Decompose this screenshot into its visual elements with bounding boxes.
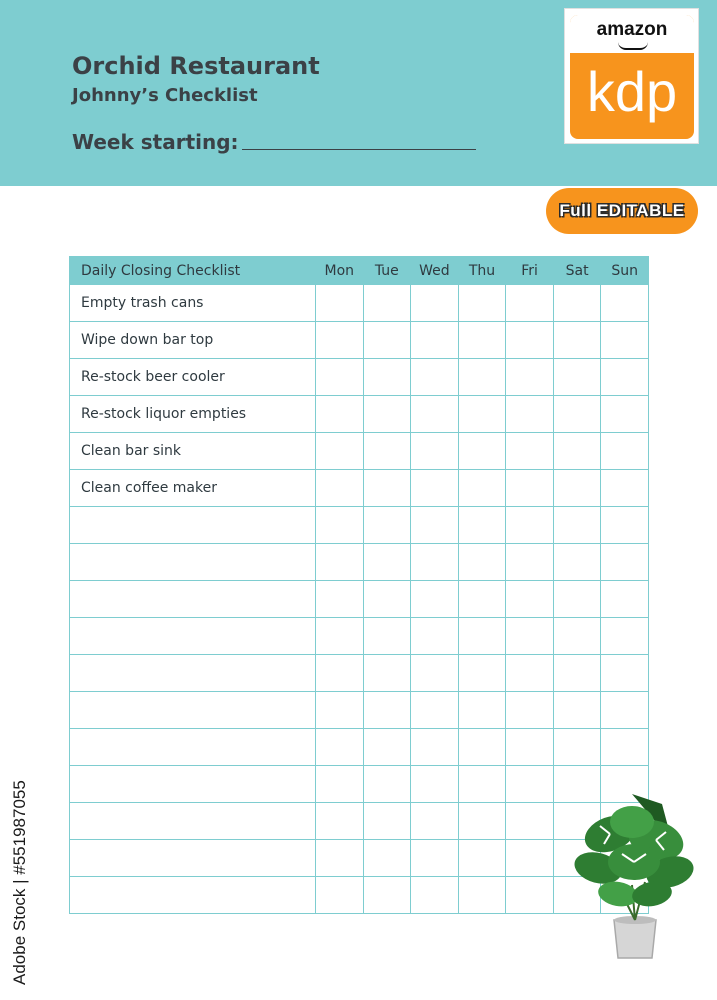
day-check-cell[interactable] [458, 840, 506, 877]
day-check-cell[interactable] [458, 618, 506, 655]
week-starting-field[interactable] [242, 149, 476, 150]
day-check-cell[interactable] [553, 322, 601, 359]
table-row [70, 433, 649, 470]
restaurant-title: Orchid Restaurant [72, 52, 320, 80]
task-cell[interactable] [70, 618, 316, 655]
task-cell[interactable] [70, 766, 316, 803]
day-check-cell[interactable] [316, 803, 364, 840]
kdp-logo-badge [570, 15, 694, 139]
day-check-cell[interactable] [363, 655, 411, 692]
day-check-cell[interactable] [363, 507, 411, 544]
day-check-cell[interactable] [316, 618, 364, 655]
day-check-cell[interactable] [506, 729, 554, 766]
day-check-cell[interactable] [601, 322, 649, 359]
day-header: Tue [363, 257, 411, 285]
day-check-cell[interactable] [363, 877, 411, 914]
checklist-subtitle: Johnny’s Checklist [72, 85, 258, 106]
day-check-cell[interactable] [553, 655, 601, 692]
day-check-cell[interactable] [316, 692, 364, 729]
day-check-cell[interactable] [363, 840, 411, 877]
day-check-cell[interactable] [411, 729, 459, 766]
day-header: Wed [411, 257, 459, 285]
day-check-cell[interactable] [363, 803, 411, 840]
stock-id-watermark: Adobe Stock | #551987055 [10, 780, 29, 985]
day-check-cell[interactable] [316, 470, 364, 507]
day-check-cell[interactable] [506, 322, 554, 359]
day-check-cell[interactable] [316, 729, 364, 766]
task-cell[interactable]: Re-stock liquor empties [70, 396, 316, 433]
day-check-cell[interactable] [601, 544, 649, 581]
day-check-cell[interactable] [506, 618, 554, 655]
day-check-cell[interactable] [363, 692, 411, 729]
day-check-cell[interactable] [458, 877, 506, 914]
day-check-cell[interactable] [363, 618, 411, 655]
day-check-cell[interactable] [506, 507, 554, 544]
task-cell[interactable]: Clean bar sink [70, 433, 316, 470]
day-check-cell[interactable] [506, 359, 554, 396]
day-header: Thu [458, 257, 506, 285]
checklist-table [69, 256, 649, 914]
task-cell[interactable] [70, 507, 316, 544]
table-row [70, 766, 649, 803]
day-check-cell[interactable] [316, 877, 364, 914]
day-check-cell[interactable] [506, 544, 554, 581]
day-check-cell[interactable] [411, 544, 459, 581]
day-check-cell[interactable] [316, 396, 364, 433]
day-check-cell[interactable] [316, 507, 364, 544]
day-check-cell[interactable] [458, 433, 506, 470]
table-row [70, 359, 649, 396]
day-check-cell[interactable] [458, 729, 506, 766]
day-check-cell[interactable] [601, 359, 649, 396]
day-check-cell[interactable] [411, 803, 459, 840]
day-check-cell[interactable] [458, 396, 506, 433]
day-check-cell[interactable] [601, 692, 649, 729]
day-check-cell[interactable] [316, 433, 364, 470]
day-check-cell[interactable] [411, 322, 459, 359]
day-check-cell[interactable] [553, 581, 601, 618]
task-cell[interactable]: Wipe down bar top [70, 322, 316, 359]
table-row [70, 396, 649, 433]
day-check-cell[interactable] [363, 766, 411, 803]
day-check-cell[interactable] [553, 507, 601, 544]
day-check-cell[interactable] [363, 359, 411, 396]
table-row [70, 877, 649, 914]
logo-amazon-text: amazon [596, 19, 668, 40]
badge-label: Full EDITABLE [559, 201, 685, 220]
day-check-cell[interactable] [506, 285, 554, 322]
table-row [70, 618, 649, 655]
task-cell[interactable]: Empty trash cans [70, 285, 316, 322]
day-check-cell[interactable] [363, 433, 411, 470]
day-check-cell[interactable] [506, 877, 554, 914]
table-header-row [70, 257, 649, 285]
table-row [70, 581, 649, 618]
task-cell[interactable] [70, 655, 316, 692]
day-check-cell[interactable] [506, 655, 554, 692]
day-check-cell[interactable] [411, 507, 459, 544]
day-check-cell[interactable] [601, 507, 649, 544]
day-check-cell[interactable] [553, 433, 601, 470]
day-check-cell[interactable] [316, 285, 364, 322]
table-row [70, 692, 649, 729]
day-check-cell[interactable] [411, 396, 459, 433]
day-check-cell[interactable] [458, 803, 506, 840]
table-row [70, 840, 649, 877]
day-check-cell[interactable] [411, 877, 459, 914]
day-check-cell[interactable] [601, 729, 649, 766]
day-check-cell[interactable] [506, 396, 554, 433]
task-column-header: Daily Closing Checklist [70, 257, 316, 285]
table-row [70, 470, 649, 507]
day-check-cell[interactable] [506, 803, 554, 840]
amazon-smile-icon [618, 42, 648, 50]
kdp-logo-top [570, 15, 694, 53]
day-check-cell[interactable] [506, 581, 554, 618]
task-cell[interactable] [70, 544, 316, 581]
day-check-cell[interactable] [506, 840, 554, 877]
day-check-cell[interactable] [601, 396, 649, 433]
task-cell[interactable] [70, 692, 316, 729]
day-check-cell[interactable] [411, 359, 459, 396]
day-check-cell[interactable] [601, 470, 649, 507]
kdp-logo [564, 8, 699, 144]
day-check-cell[interactable] [458, 581, 506, 618]
day-header: Sun [601, 257, 649, 285]
day-header: Sat [553, 257, 601, 285]
day-check-cell[interactable] [316, 359, 364, 396]
day-check-cell[interactable] [363, 396, 411, 433]
day-check-cell[interactable] [411, 581, 459, 618]
day-check-cell[interactable] [601, 433, 649, 470]
day-check-cell[interactable] [458, 655, 506, 692]
day-check-cell[interactable] [363, 581, 411, 618]
day-header: Fri [506, 257, 554, 285]
day-check-cell[interactable] [411, 470, 459, 507]
day-check-cell[interactable] [553, 692, 601, 729]
logo-kdp-text: kdp [586, 60, 678, 123]
day-check-cell[interactable] [411, 766, 459, 803]
day-check-cell[interactable] [316, 840, 364, 877]
day-check-cell[interactable] [601, 655, 649, 692]
day-check-cell[interactable] [411, 285, 459, 322]
day-check-cell[interactable] [458, 359, 506, 396]
day-check-cell[interactable] [316, 544, 364, 581]
day-check-cell[interactable] [458, 470, 506, 507]
day-check-cell[interactable] [553, 359, 601, 396]
day-check-cell[interactable] [411, 433, 459, 470]
day-check-cell[interactable] [553, 729, 601, 766]
day-check-cell[interactable] [506, 692, 554, 729]
task-cell[interactable] [70, 877, 316, 914]
day-check-cell[interactable] [458, 285, 506, 322]
day-check-cell[interactable] [601, 285, 649, 322]
day-check-cell[interactable] [411, 692, 459, 729]
day-check-cell[interactable] [458, 322, 506, 359]
day-check-cell[interactable] [363, 470, 411, 507]
table-row [70, 322, 649, 359]
task-cell[interactable] [70, 581, 316, 618]
day-check-cell[interactable] [458, 507, 506, 544]
day-check-cell[interactable] [506, 470, 554, 507]
day-check-cell[interactable] [411, 655, 459, 692]
day-check-cell[interactable] [458, 692, 506, 729]
task-cell[interactable] [70, 840, 316, 877]
table-row [70, 544, 649, 581]
day-check-cell[interactable] [458, 766, 506, 803]
task-cell[interactable]: Re-stock beer cooler [70, 359, 316, 396]
day-check-cell[interactable] [316, 581, 364, 618]
day-check-cell[interactable] [316, 322, 364, 359]
day-check-cell[interactable] [316, 766, 364, 803]
day-check-cell[interactable] [553, 396, 601, 433]
day-check-cell[interactable] [411, 618, 459, 655]
day-check-cell[interactable] [506, 766, 554, 803]
day-check-cell[interactable] [363, 544, 411, 581]
day-check-cell[interactable] [553, 470, 601, 507]
table-row [70, 729, 649, 766]
day-check-cell[interactable] [363, 285, 411, 322]
day-check-cell[interactable] [553, 618, 601, 655]
day-check-cell[interactable] [553, 544, 601, 581]
table-row [70, 655, 649, 692]
week-starting-label: Week starting: [72, 130, 239, 154]
potted-monstera-icon [570, 790, 700, 962]
day-check-cell[interactable] [363, 322, 411, 359]
day-check-cell[interactable] [506, 433, 554, 470]
table-row [70, 507, 649, 544]
table-row [70, 803, 649, 840]
day-check-cell[interactable] [363, 729, 411, 766]
full-editable-badge [546, 188, 698, 234]
task-cell[interactable] [70, 803, 316, 840]
day-check-cell[interactable] [601, 581, 649, 618]
task-cell[interactable] [70, 729, 316, 766]
day-check-cell[interactable] [601, 618, 649, 655]
day-check-cell[interactable] [458, 544, 506, 581]
day-check-cell[interactable] [411, 840, 459, 877]
day-header: Mon [316, 257, 364, 285]
day-check-cell[interactable] [316, 655, 364, 692]
day-check-cell[interactable] [553, 285, 601, 322]
task-cell[interactable]: Clean coffee maker [70, 470, 316, 507]
table-row [70, 285, 649, 322]
